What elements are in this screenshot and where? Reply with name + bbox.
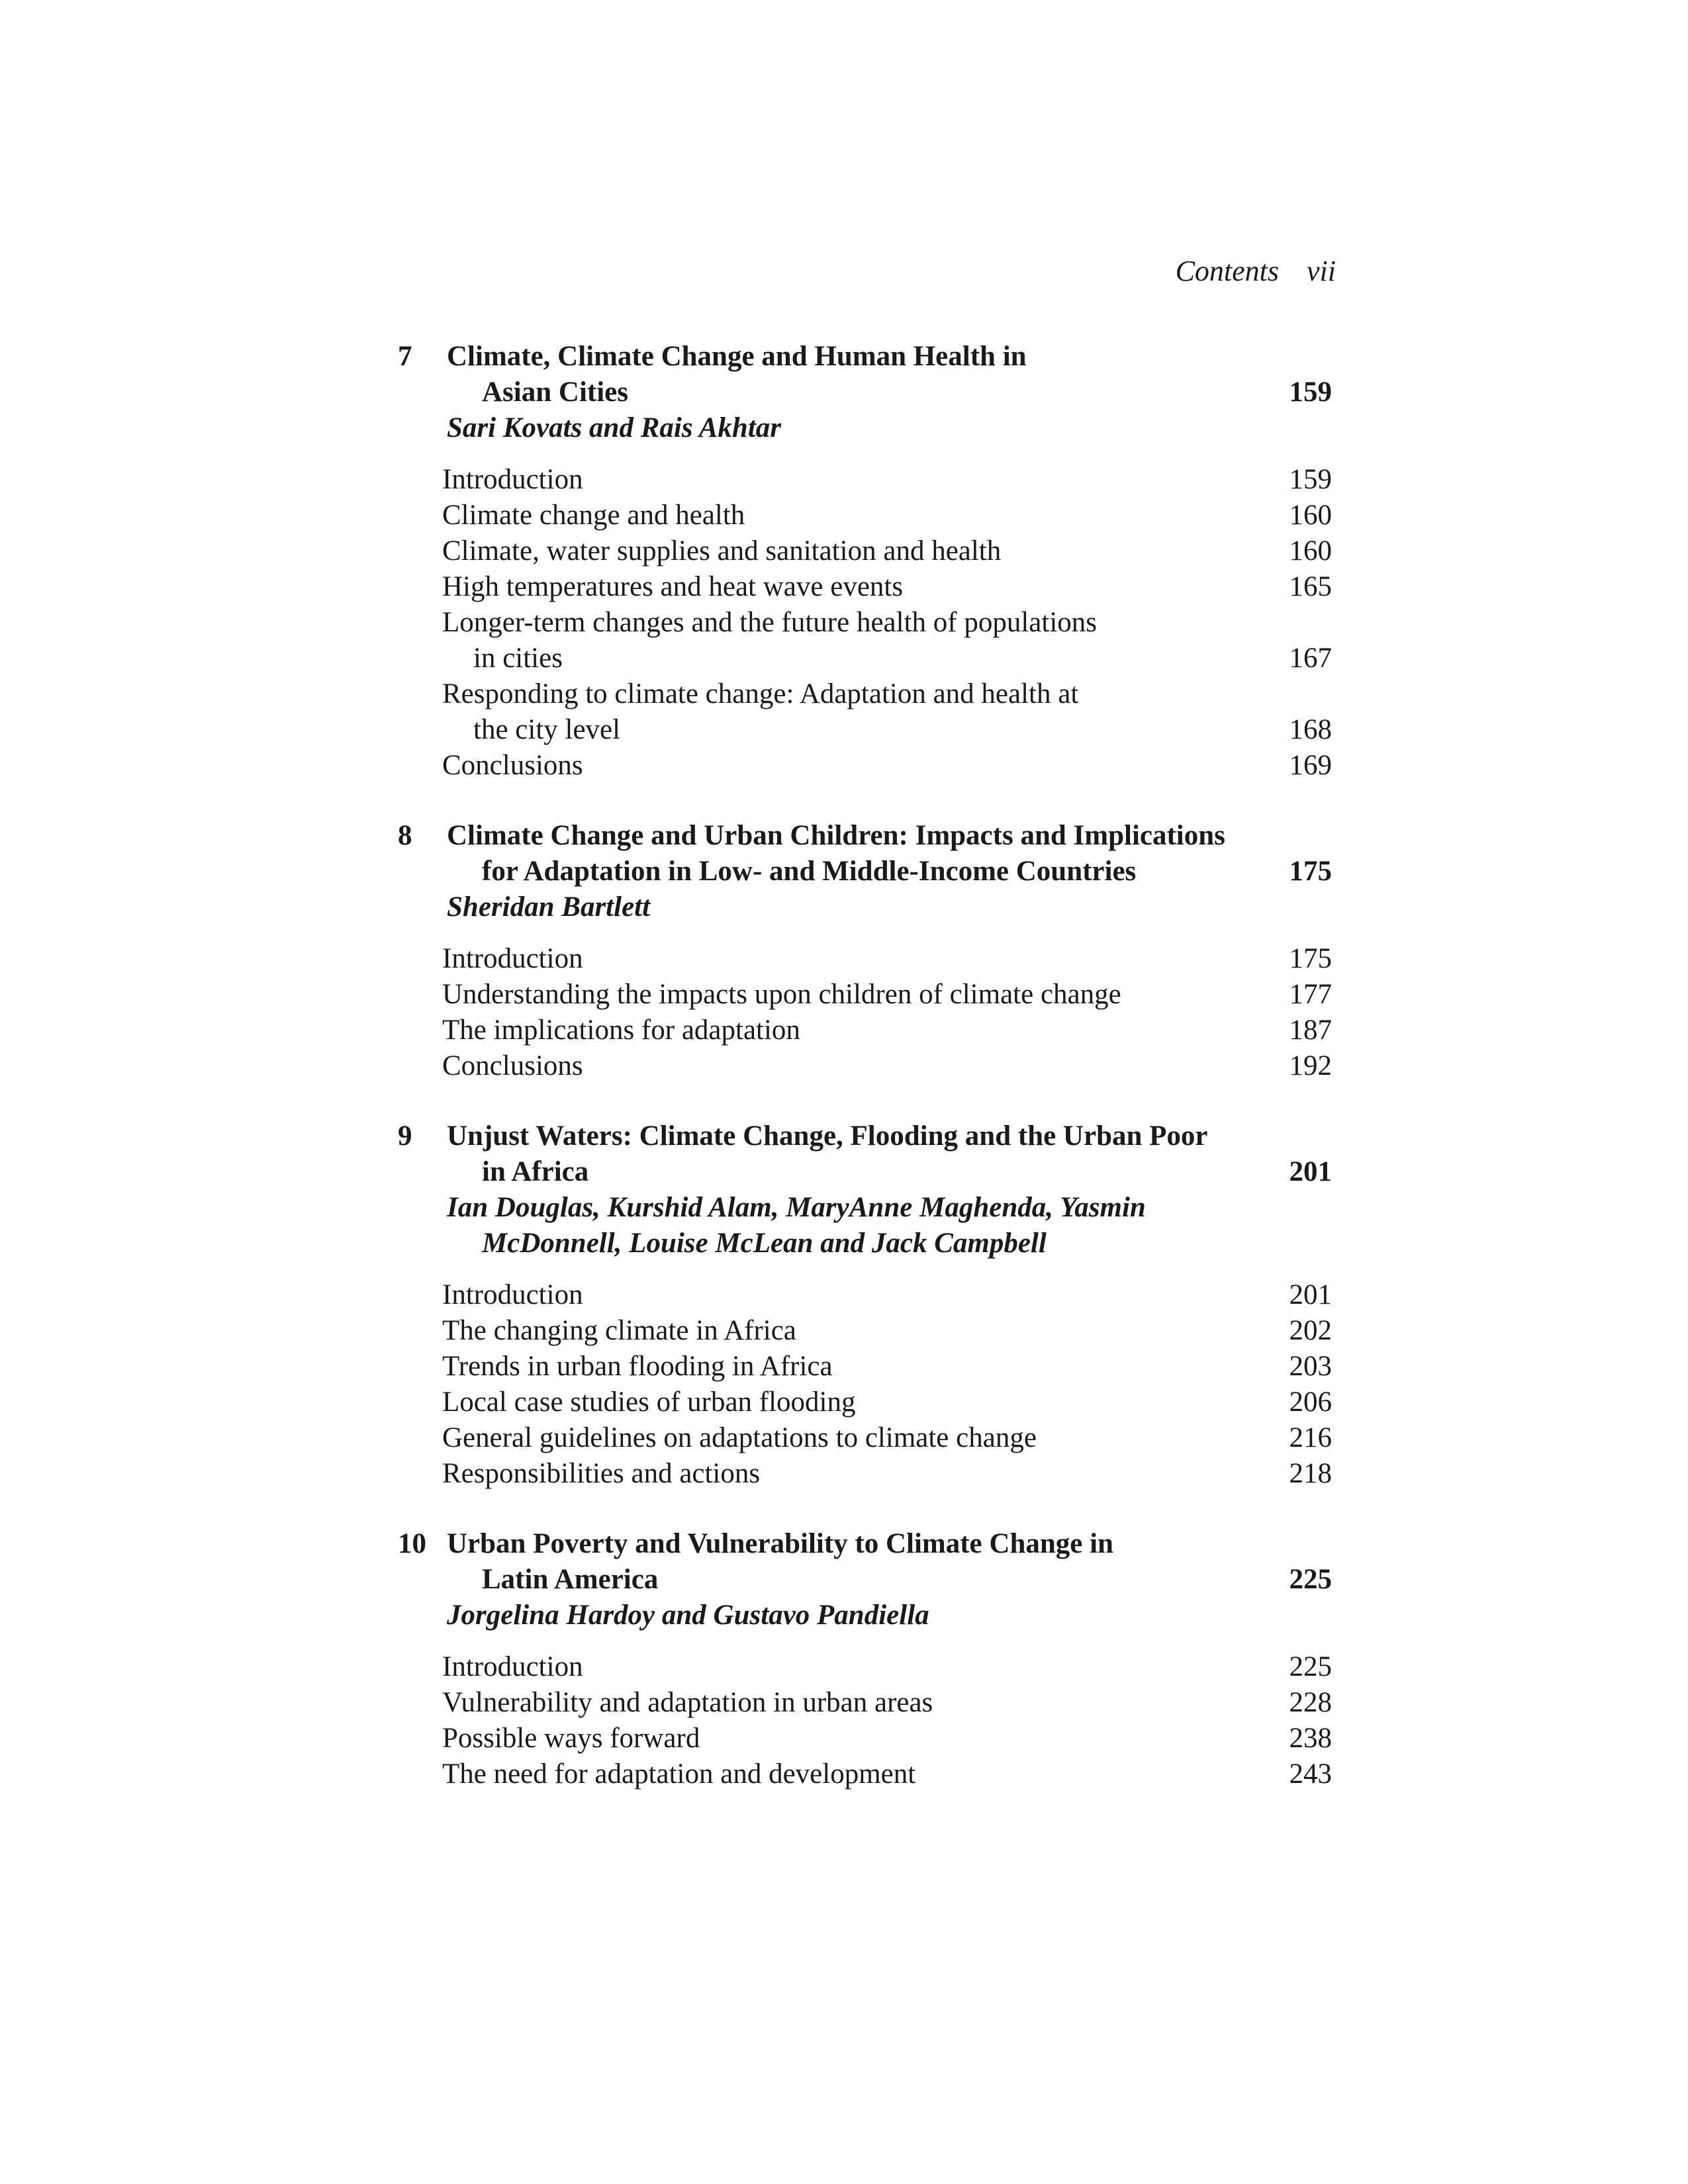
entry-page-number: 175 bbox=[1289, 943, 1332, 974]
chapter-author: Sari Kovats and Rais Akhtar bbox=[447, 412, 781, 443]
entry-page-number: 225 bbox=[1289, 1651, 1332, 1682]
chapter-title-line[interactable]: Latin America 225 bbox=[0, 1560, 1688, 1600]
chapter-page-number: 201 bbox=[1289, 1156, 1332, 1187]
toc-entry[interactable]: High temperatures and heat wave events 165 bbox=[0, 567, 1688, 607]
entry-page-number: 165 bbox=[1289, 571, 1332, 602]
toc-entry[interactable]: Longer-term changes and the future health of populations bbox=[442, 607, 1097, 638]
toc-entry[interactable]: Introduction 225 bbox=[0, 1647, 1688, 1687]
chapter-author: Sheridan Bartlett bbox=[447, 891, 651, 923]
toc-entry[interactable]: Climate, water supplies and sanitation and health 160 bbox=[0, 531, 1688, 571]
entry-page-number: 228 bbox=[1289, 1687, 1332, 1718]
chapter-page-number: 159 bbox=[1289, 377, 1332, 408]
toc-entry[interactable]: The implications for adaptation 187 bbox=[0, 1011, 1688, 1050]
entry-page-number: 168 bbox=[1289, 714, 1332, 745]
entry-page-number: 201 bbox=[1289, 1279, 1332, 1310]
toc-entry[interactable]: Responding to climate change: Adaptation and health at bbox=[442, 678, 1079, 709]
toc-entry[interactable]: Vulnerability and adaptation in urban areas 228 bbox=[0, 1683, 1688, 1723]
running-head bbox=[1176, 251, 1336, 291]
entry-page-number: 216 bbox=[1289, 1422, 1332, 1453]
toc-entry[interactable]: Introduction 201 bbox=[0, 1275, 1688, 1315]
entry-page-number: 218 bbox=[1289, 1458, 1332, 1489]
toc-entry[interactable]: Conclusions 169 bbox=[0, 746, 1688, 786]
toc-entry[interactable]: Introduction 159 bbox=[0, 460, 1688, 500]
chapter-title-line[interactable]: 10 Urban Poverty and Vulnerability to Climate Change in bbox=[0, 1524, 1688, 1564]
chapter-number: 8 bbox=[398, 820, 412, 851]
toc-entry[interactable]: Understanding the impacts upon children of climate change 177 bbox=[0, 975, 1688, 1015]
toc-entry[interactable]: Trends in urban flooding in Africa 203 bbox=[0, 1347, 1688, 1387]
toc-entry[interactable]: The need for adaptation and development 243 bbox=[0, 1754, 1688, 1794]
toc-entry[interactable]: Responsibilities and actions 218 bbox=[0, 1454, 1688, 1494]
entry-page-number: 160 bbox=[1289, 535, 1332, 567]
chapter-page-number: 175 bbox=[1289, 856, 1332, 887]
toc-entry[interactable]: Possible ways forward 238 bbox=[0, 1719, 1688, 1758]
running-head-label: Contents bbox=[1175, 255, 1280, 287]
chapter-title-line[interactable]: 9 Unjust Waters: Climate Change, Flooding and the Urban Poor bbox=[0, 1116, 1688, 1156]
chapter-number: 10 bbox=[398, 1528, 426, 1559]
entry-page-number: 169 bbox=[1289, 750, 1332, 781]
chapter-number: 7 bbox=[398, 341, 412, 372]
chapter-title-line[interactable]: 7 Climate, Climate Change and Human Health in bbox=[0, 337, 1688, 377]
chapter-author: Ian Douglas, Kurshid Alam, MaryAnne Maghenda, Yasmin bbox=[447, 1192, 1146, 1223]
entry-page-number: 187 bbox=[1289, 1015, 1332, 1046]
chapter-title-line[interactable]: 8 Climate Change and Urban Children: Impacts and Implications bbox=[0, 816, 1688, 856]
entry-page-number: 238 bbox=[1289, 1723, 1332, 1754]
toc-entry[interactable]: General guidelines on adaptations to climate change 216 bbox=[0, 1418, 1688, 1458]
entry-page-number: 167 bbox=[1289, 643, 1332, 674]
chapter-page-number: 225 bbox=[1289, 1564, 1332, 1595]
entry-page-number: 177 bbox=[1289, 979, 1332, 1010]
chapter-number: 9 bbox=[398, 1120, 412, 1152]
chapter-title-line[interactable]: Asian Cities 159 bbox=[0, 373, 1688, 412]
running-head-page-number: vii bbox=[1307, 255, 1336, 287]
entry-page-number: 206 bbox=[1289, 1387, 1332, 1418]
chapter-author: Jorgelina Hardoy and Gustavo Pandiella bbox=[447, 1600, 929, 1631]
toc-entry[interactable]: The changing climate in Africa 202 bbox=[0, 1311, 1688, 1351]
entry-page-number: 203 bbox=[1289, 1351, 1332, 1382]
chapter-author: McDonnell, Louise McLean and Jack Campbell bbox=[482, 1228, 1047, 1259]
toc-entry[interactable]: Introduction 175 bbox=[0, 939, 1688, 979]
chapter-title-line[interactable]: for Adaptation in Low- and Middle-Income Countries 175 bbox=[0, 852, 1688, 891]
toc-entry[interactable]: Climate change and health 160 bbox=[0, 496, 1688, 535]
toc-entry[interactable]: Local case studies of urban flooding 206 bbox=[0, 1383, 1688, 1422]
entry-page-number: 160 bbox=[1289, 500, 1332, 531]
toc-entry-continuation[interactable]: the city level 168 bbox=[0, 710, 1688, 750]
toc-entry-continuation[interactable]: in cities 167 bbox=[0, 639, 1688, 678]
entry-page-number: 243 bbox=[1289, 1758, 1332, 1790]
entry-page-number: 202 bbox=[1289, 1315, 1332, 1346]
chapter-title-line[interactable]: in Africa 201 bbox=[0, 1152, 1688, 1192]
entry-page-number: 159 bbox=[1289, 464, 1332, 495]
toc-entry[interactable]: Conclusions 192 bbox=[0, 1046, 1688, 1086]
entry-page-number: 192 bbox=[1289, 1050, 1332, 1081]
